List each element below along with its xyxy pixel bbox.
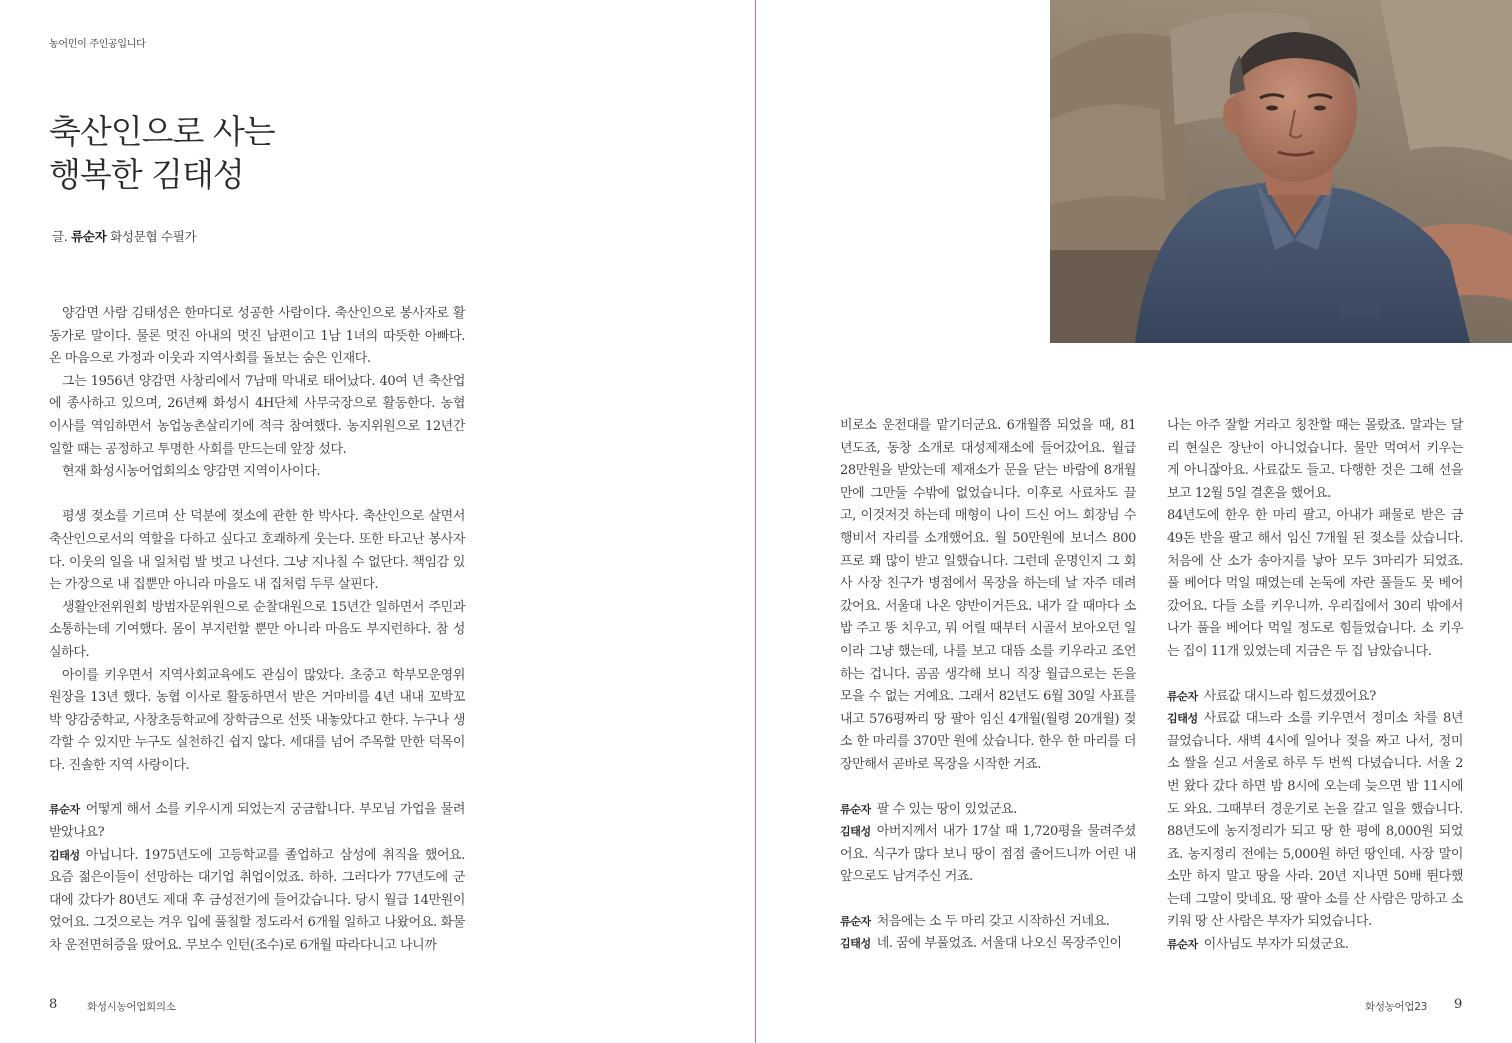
- speaker-label: 류순자: [1167, 938, 1198, 952]
- right-page-number: 9: [1454, 997, 1463, 1012]
- speaker-label: 김태성: [1167, 712, 1198, 726]
- right-column: [1167, 415, 1463, 957]
- byline: [52, 227, 196, 245]
- body-paragraph: 84년도에 한우 한 마리 팔고, 아내가 패물로 받은 금 49돈 반을 팔고 해서 임신 7개월 된 젖소를 샀습니다. 처음에 산 소가 송아지를 낳아 모두 3마리가 되었죠. 풀 베어다 먹일 때였는데 논둑에 자란 풀들도 못 베어갔어요. 다들 소를 키우니까. 우리집에서 30리 밖에서 나가 풀을 베어다 먹일 정도로 힘들었습니다. 소 키우는 집이 11개 있었는데 지금은 두 집 남았습니다.: [1167, 508, 1463, 659]
- qa-text: 아닙니다. 1975년도에 고등학교를 졸업하고 삼성에 취직을 했어요. 요즘 젊은이들이 선망하는 대기업 취업이었죠. 하하. 그러다가 77년도에 군대에 갔다가 80년도 제대 후 금성전기에 들어갔습니다. 당시 월급 14만원이었어요. 그것으로는 겨우 입에 풀칠할 정도라서 6개월 일하고 나왔어요. 화물차 운전면허증을 땄어요. 무보수 인턴(조수)로 6개월 따라다니고 나니까: [49, 847, 465, 954]
- intro-paragraph: 현재 화성시농어업회의소 양감면 지역이사이다.: [62, 464, 321, 480]
- qa-text: 처음에는 소 두 마리 갖고 시작하신 거네요.: [876, 913, 1110, 929]
- qa-line: [840, 799, 1136, 822]
- intro-paragraph: 양감면 사람 김태성은 한마디로 성공한 사람이다. 축산인으로 봉사자로 활동가로 말이다. 물론 멋진 아내의 멋진 남편이고 1남 1녀의 따뜻한 아빠다. 온 마음으로 가정과 이웃과 지역사회를 돌보는 숨은 인재다.: [49, 306, 465, 367]
- article-title: [49, 110, 275, 196]
- qa-line: [49, 845, 465, 958]
- left-page-number: 8: [49, 997, 58, 1012]
- page-divider: [755, 0, 756, 1043]
- title-line-2: 행복한 김태성: [49, 155, 244, 194]
- intro-paragraph: 아이를 키우면서 지역사회교육에도 관심이 많았다. 초중고 학부모운영위원장을 13년 했다. 농협 이사로 활동하면서 받은 거마비를 4년 내내 꼬박꼬박 양감중학교, 사창초등학교에 장학금으로 선뜻 내놓았다고 한다. 누구나 생각할 수 있지만 누구도 실천하긴 쉽지 않다. 세대를 넘어 주목할 만한 덕목이다. 진솔한 지역 사랑이다.: [49, 667, 465, 773]
- qa-line: [49, 799, 465, 844]
- intro-paragraph: 그는 1956년 양감면 사창리에서 7남매 막내로 태어났다. 40여 년 축산업에 종사하고 있으며, 26년째 화성시 4H단체 사무국장으로 활동한다. 농협 이사를 역임하면서 농업농촌살리기에 적극 참여했다. 농지위원으로 12년간 일할 때는 공정하고 투명한 사회를 만드는데 앞장 섰다.: [49, 373, 465, 457]
- qa-line: [840, 933, 1136, 956]
- intro-paragraph: 평생 젖소를 기르며 산 덕분에 젖소에 관한 한 박사다. 축산인으로 살면서 축산인으로서의 역할을 다하고 싶다고 호쾌하게 웃는다. 또한 타고난 봉사자다. 이웃의 일을 내 일처럼 발 벗고 나선다. 그냥 지나칠 수 없단다. 책임감 있는 가장으로 내 집뿐만 아니라 마을도 내 집처럼 두루 살핀다.: [49, 509, 465, 593]
- left-column: [49, 303, 465, 958]
- qa-text: 네. 꿈에 부풀었죠. 서울대 나오신 목장주인이: [876, 936, 1122, 952]
- body-paragraph: 비로소 운전대를 맡기더군요. 6개월쯤 되었을 때, 81년도죠, 동창 소개로 대성제재소에 들어갔어요. 월급 28만원을 받았는데 제재소가 문을 닫는 바람에 8개월 만에 그만둘 수밖에 없었습니다. 이후로 사료차도 끌고, 이것저것 하는데 매형이 나이 드신 어느 회장님 수행비서 자리를 소개했어요. 월 50만원에 보너스 800프로 꽤 많이 받고 일했습니다. 그런데 운명인지 그 회사 사장 친구가 병점에서 목장을 하는데 날 자주 데려갔어요. 서울대 나온 양반이거든요. 내가 갈 때마다 소밥 주고 똥 치우고, 뭐 어릴 때부터 시골서 보아오던 일이라 그냥 했는데, 나를 보고 대뜸 소를 키우라고 조언하는 겁니다. 곰곰 생각해 보니 직장 월급으로는 돈을 모을 수 없는 거예요. 그래서 82년도 6월 30일 사표를 내고 576평짜리 땅 팔아 임신 4개월(월령 20개월) 젖소 한 마리를 370만 원에 샀습니다. 한우 한 마리를 더 장만해서 곧바로 목장을 시작한 거죠.: [840, 418, 1136, 772]
- speaker-label: 김태성: [840, 825, 871, 839]
- qa-line: [1167, 708, 1463, 934]
- byline-author: 류순자: [71, 229, 107, 244]
- left-publication: 화성시농어업회의소: [87, 1001, 176, 1013]
- qa-text: 어떻게 해서 소를 키우시게 되었는지 궁금합니다. 부모님 가업을 물려받았나요?: [49, 802, 465, 841]
- right-publication: 화성농어업23: [1365, 1001, 1427, 1013]
- speaker-label: 류순자: [840, 802, 871, 816]
- qa-text: 이사님도 부자가 되셨군요.: [1203, 937, 1349, 953]
- qa-line: [840, 911, 1136, 934]
- speaker-label: 류순자: [840, 914, 871, 928]
- byline-prefix: 글.: [52, 229, 68, 244]
- qa-line: [840, 821, 1136, 889]
- qa-text: 팔 수 있는 땅이 있었군요.: [876, 801, 1017, 817]
- body-paragraph: 나는 아주 잘할 거라고 칭찬할 때는 몰랐죠. 말과는 달리 현실은 장난이 아니었습니다. 물만 먹여서 키우는 게 아니잖아요. 사료값도 들고. 다행한 것은 그해 선을 보고 12월 5일 결혼을 했어요.: [1167, 418, 1463, 501]
- qa-line: [1167, 686, 1463, 709]
- qa-line: [1167, 934, 1463, 957]
- qa-text: 아버지께서 내가 17살 때 1,720평을 물려주셨어요. 식구가 많다 보니 땅이 점점 줄어드니까 어린 내 앞으로도 남겨주신 거죠.: [840, 824, 1136, 885]
- speaker-label: 김태성: [49, 848, 80, 862]
- intro-paragraph: 생활안전위원회 방범자문위원으로 순찰대원으로 15년간 일하면서 주민과 소통하는데 기여했다. 몸이 부지런할 뿐만 아니라 마음도 부지런하다. 참 성실하다.: [49, 599, 465, 660]
- speaker-label: 김태성: [840, 937, 871, 951]
- speaker-label: 류순자: [49, 803, 80, 817]
- middle-column: [840, 415, 1136, 956]
- qa-text: 사료값 대느라 소를 키우면서 정미소 차를 8년 끌었습니다. 새벽 4시에 일어나 젖을 짜고 나서, 정미소 쌀을 싣고 서울로 하루 두 번씩 다녔습니다. 서울 2번 왔다 갔다 하면 밤 8시에 오는데 늦으면 밤 11시에도 와요. 그때부터 경운기로 논을 갈고 일을 했습니다. 88년도에 농지정리가 되고 땅 한 평에 8,000원 되었죠. 농지정리 전에는 5,000원 하던 땅인데. 사장 말이 소만 하지 말고 땅을 사라. 20년 지나면 50배 뛴다했는데 그말이 맞네요. 땅 팔아 소를 산 사람은 망하고 소 키워 땅 산 사람은 부자가 되었습니다.: [1167, 711, 1463, 930]
- portrait-photo: [1050, 0, 1512, 343]
- speaker-label: 류순자: [1167, 689, 1198, 703]
- byline-role: 화성문협 수필가: [110, 229, 197, 244]
- title-line-1: 축산인으로 사는: [49, 112, 275, 151]
- qa-text: 사료값 대시느라 힘드셨겠어요?: [1203, 688, 1376, 704]
- section-label: 농어민이 주인공입니다: [49, 39, 146, 50]
